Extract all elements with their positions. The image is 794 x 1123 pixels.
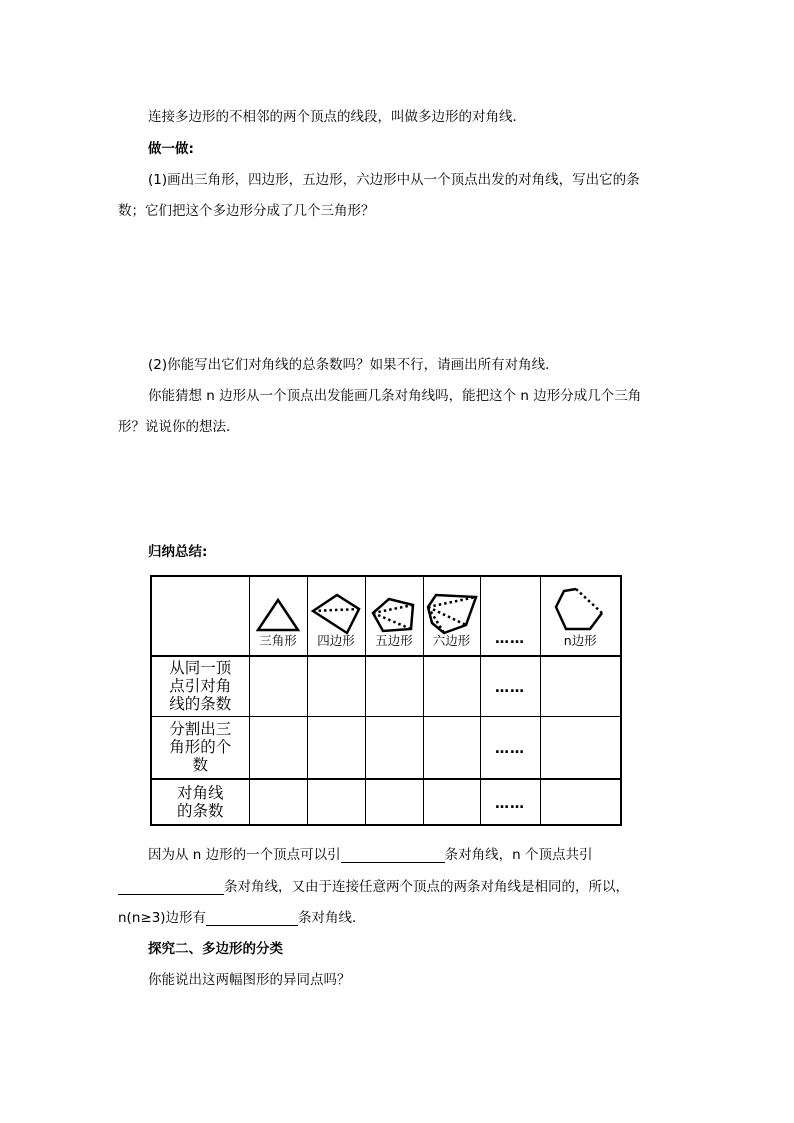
table-cell [249,779,307,825]
table-cell [480,779,540,825]
table-cell [480,656,540,716]
triangle-cell [249,576,307,656]
answer-blank-3[interactable] [206,911,298,926]
table-cell [365,779,423,825]
table-cell [423,779,480,825]
fill-text-3a: n(n≥3)边形有 [118,910,207,926]
n-gon-cell [540,576,621,656]
table-corner-cell [151,576,249,656]
table-cell [249,656,307,716]
fill-in-line-1 [148,843,593,863]
question-2-line-1: (2)你能写出它们对角线的总条数吗？如果不行，请画出所有对角线． [148,357,559,373]
table-cell [307,716,365,779]
table-cell [540,716,621,779]
fill-text-2a: 条对角线，又由于连接任意两个顶点的两条对角线是相同的，所以， [224,879,629,895]
fill-text-1a: 因为从 n 边形的一个顶点可以引 [148,847,341,863]
table-cell [307,656,365,716]
row-label-triangle-count: 分割出三角形的个数 [151,716,249,779]
row-label-total-diagonals: 对角线的条数 [151,779,249,825]
question-1-line-2: 数；它们把这个多边形分成了几个三角形？ [118,203,375,219]
table-cell [249,716,307,779]
question-3-line-1: 你能猜想 n 边形从一个顶点出发能画几条对角线吗，能把这个 n 边形分成几个三角 [148,388,642,404]
hexagon-cell [423,576,480,656]
shape-label-triangle: 三角形 [259,633,297,648]
table-cell [540,779,621,825]
quadrilateral-icon [309,591,363,635]
pentagon-cell [365,576,423,656]
ellipsis: …… [495,631,525,647]
heading-do-it: 做一做: [148,141,194,157]
fill-text-3b: 条对角线． [298,910,366,926]
fill-in-line-2 [118,875,629,895]
heading-summary: 归纳总结: [148,544,208,560]
table-cell [365,716,423,779]
answer-blank-1[interactable] [341,848,445,863]
table-cell [365,656,423,716]
row-label-diagonals-from-vertex: 从同一顶点引对角线的条数 [151,656,249,716]
definition-paragraph: 连接多边形的不相邻的两个顶点的线段，叫做多边形的对角线． [148,109,526,125]
table-cell [307,779,365,825]
shape-label-pentagon: 五边形 [375,633,413,648]
ellipsis: …… [495,795,525,812]
fill-text-1b: 条对角线，n 个顶点共引 [444,847,593,863]
ellipsis: …… [495,740,525,757]
quadrilateral-cell [307,576,365,656]
n-gon-icon [550,583,610,633]
shape-label-hexagon: 六边形 [432,633,471,648]
shape-label-n-gon: n边形 [563,633,597,648]
table-cell [480,716,540,779]
shape-label-quadrilateral: 四边形 [317,633,355,648]
table-cell [423,656,480,716]
question-1-line-1: (1)画出三角形，四边形，五边形，六边形中从一个顶点出发的对角线，写出它的条 [148,172,640,188]
ellipsis-cell [480,576,540,656]
question-3-line-2: 形？说说你的想法． [118,419,240,435]
summary-table [150,575,622,826]
table-cell [423,716,480,779]
heading-explore-2: 探究二、多边形的分类 [148,941,283,957]
hexagon-icon [424,589,480,637]
question-4: 你能说出这两幅图形的异同点吗？ [148,972,351,988]
ellipsis: …… [495,679,525,696]
fill-in-line-3 [118,906,366,926]
answer-blank-2[interactable] [118,880,224,895]
table-cell [540,656,621,716]
